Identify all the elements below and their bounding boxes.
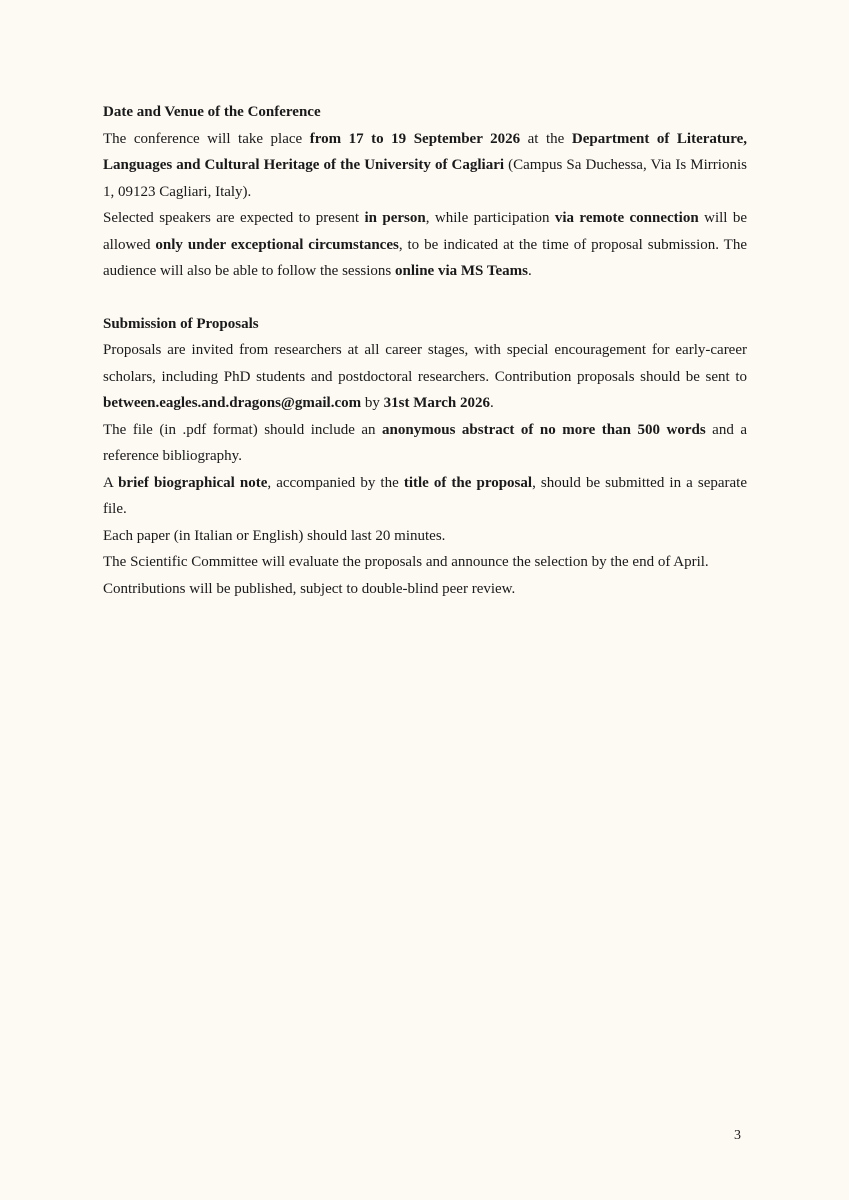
paragraph xyxy=(103,470,747,523)
section-date-venue xyxy=(103,99,747,285)
text-run: by xyxy=(361,395,384,411)
text-run: at the xyxy=(520,130,572,147)
text-run: , while participation xyxy=(425,210,555,226)
paragraph xyxy=(103,205,747,285)
text-run: Proposals are invited from researchers at all career stages, with special encouragement for early-career scholars, including PhD students and postdoctoral researchers. Contribution proposals should be sent to xyxy=(103,342,747,385)
section-heading: Submission of Proposals xyxy=(103,315,259,332)
paragraph xyxy=(103,549,747,576)
text-run: (Campus Sa Duchessa, Via Is Mirrionis 1, 09123 Cagliari, Italy). xyxy=(103,157,747,200)
bold-text: 31st March 2026 xyxy=(383,395,490,411)
text-run: . xyxy=(527,263,532,279)
text-run: The conference will take place xyxy=(103,130,310,147)
bold-text: from 17 to 19 September 2026 xyxy=(309,130,521,147)
document-body xyxy=(103,99,747,602)
bold-text: between.eagles.and.dragons@gmail.com xyxy=(103,395,362,411)
paragraph xyxy=(103,523,747,550)
paragraph xyxy=(103,126,747,206)
section-heading: Date and Venue of the Conference xyxy=(103,104,321,120)
paragraph xyxy=(103,576,747,603)
page-number: 3 xyxy=(734,1128,741,1143)
bold-text: title of the proposal xyxy=(403,474,533,491)
bold-text: brief biographical note xyxy=(118,474,268,491)
bold-text: Department of Literature, Languages and Cultural Heritage of the University of Cagliari xyxy=(103,130,748,173)
text-run: The file (in .pdf format) should include an xyxy=(103,421,383,438)
text-run: A xyxy=(103,474,119,491)
bold-text: anonymous abstract of no more than 500 words xyxy=(382,421,706,438)
text-run: will be allowed xyxy=(103,210,748,253)
text-run: , to be indicated at the time of proposal submission. The audience will also be able to follow the sessions xyxy=(103,236,747,279)
bold-text: in person xyxy=(364,210,426,226)
text-run: The Scientific Committee will evaluate the proposals and announce the selection by the end of April. xyxy=(103,554,709,570)
paragraph xyxy=(103,417,747,470)
text-run: , accompanied by the xyxy=(267,474,404,491)
paragraph xyxy=(103,337,747,417)
bold-text: only under exceptional circumstances xyxy=(155,236,399,253)
text-run: and a reference bibliography. xyxy=(103,421,747,464)
section-submission xyxy=(103,311,747,603)
text-run: Each paper (in Italian or English) should last 20 minutes. xyxy=(103,527,446,544)
text-run: Contributions will be published, subject to double-blind peer review. xyxy=(103,580,516,597)
bold-text: online via MS Teams xyxy=(395,263,528,279)
text-run: , should be submitted in a separate file. xyxy=(103,474,747,517)
bold-text: via remote connection xyxy=(554,210,699,226)
text-run: . xyxy=(490,395,494,411)
text-run: Selected speakers are expected to present xyxy=(103,210,365,226)
